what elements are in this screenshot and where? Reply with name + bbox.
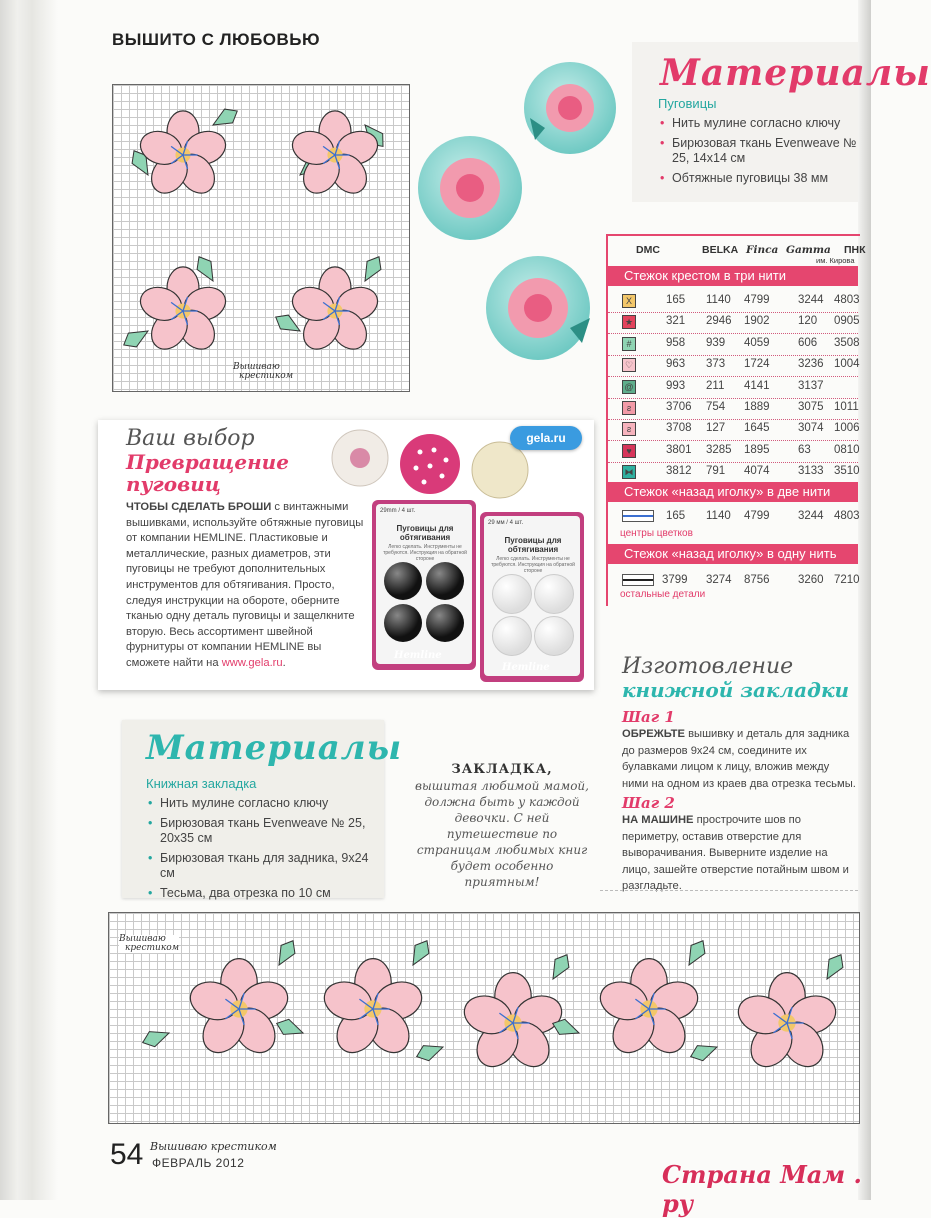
back2-finca: 4799: [744, 510, 770, 522]
pack2-title: Пуговицы для обтягивания: [504, 536, 562, 554]
materials-bookmark-subtitle: Книжная закладка: [146, 776, 257, 791]
materials-buttons-item: • Бирюзовая ткань Evenweave № 25, 14x14 см: [658, 136, 858, 166]
key-belka: 754: [706, 401, 726, 413]
chart-flower: [136, 267, 230, 356]
key-gamma: 63: [798, 443, 811, 456]
materials-bookmark-list: [146, 776, 376, 906]
key-symbol: ƨ: [622, 401, 636, 415]
key-pnk: 3510: [834, 465, 860, 478]
key-gamma: 3137: [798, 379, 824, 392]
back1-note: остальные детали: [620, 589, 706, 600]
watermark2-line2: крестиком: [125, 943, 180, 953]
materials-bookmark-title: Материалы: [146, 728, 403, 768]
key-gamma: 3244: [798, 294, 824, 306]
pack2-button: [492, 574, 532, 614]
materials-buttons-subtitle: Пуговицы: [658, 96, 717, 111]
key-row: [608, 440, 858, 463]
pack2-button: [492, 616, 532, 656]
bookmark-chart: [108, 912, 860, 1124]
key-row: [608, 333, 858, 356]
brand-pnk: ПНК: [844, 244, 866, 256]
pack2-size: 29 мм / 4 шт.: [488, 520, 524, 526]
step2-lead: НА МАШИНЕ: [622, 814, 694, 826]
key-row: [608, 461, 858, 484]
pack1-title: Пуговицы для обтягивания: [396, 524, 454, 542]
chart-leaf: [546, 951, 574, 983]
key-dmc: 3708: [666, 422, 692, 435]
brand-finca: Finca: [746, 244, 779, 256]
key-dmc: 321: [666, 315, 686, 328]
materials-bookmark-item: • Бирюзовая ткань Evenweave № 25, 20x35 см: [146, 816, 376, 846]
key-pnk: 1011: [834, 401, 859, 413]
key-dmc: 993: [666, 379, 686, 392]
key-row: [608, 376, 858, 399]
back2-note: центры цветков: [620, 528, 693, 539]
chart-leaf: [272, 937, 300, 969]
materials-bookmark-item: • Тесьма, два отрезка по 10 см: [146, 886, 376, 901]
chart-flower: [319, 959, 426, 1061]
back1-pnk: 7210: [834, 574, 860, 586]
back2-gamma: 3244: [798, 510, 824, 522]
key-pnk: 4803: [834, 294, 860, 306]
section-title: ВЫШИТО С ЛЮБОВЬЮ: [112, 30, 321, 49]
pack1-button: [384, 562, 422, 600]
pack1-button: [384, 604, 422, 642]
key-dmc: 3812: [666, 465, 692, 478]
footer-magazine: Вышиваю крестиком: [150, 1140, 277, 1153]
page-number: 54: [110, 1138, 144, 1171]
backstitch-two-line: [622, 510, 654, 522]
brand-dmc: DMC: [636, 244, 660, 256]
key-pnk: 1006: [834, 422, 860, 435]
back1-belka: 3274: [706, 574, 732, 586]
key-gamma: 3133: [798, 465, 824, 478]
back1-gamma: 3260: [798, 574, 824, 586]
bookmark-chart-watermark: [119, 935, 179, 953]
choice-end: .: [282, 656, 286, 669]
key-finca: 1889: [744, 401, 770, 413]
key-belka: 939: [706, 336, 726, 349]
step1-body: вышивку и деталь для задника до размеров 9x24 см, соедините их булавками лицом к лицу, вложив между ними на одном из краев два отрезка тесьмы.: [622, 728, 856, 790]
footer-issue: ФЕВРАЛЬ 2012: [152, 1156, 245, 1170]
chart-leaf: [209, 104, 241, 132]
site-watermark: Страна Мам . ру: [662, 1160, 862, 1218]
choice-heading: Ваш выбор: [126, 426, 255, 451]
chart-leaf: [358, 253, 386, 285]
key-gamma: 3075: [798, 401, 824, 413]
key-symbol: ♡: [622, 358, 636, 372]
materials-bookmark-item: • Бирюзовая ткань для задника, 9x24 см: [146, 851, 376, 881]
key-finca: 1724: [744, 358, 770, 371]
key-symbol: X: [622, 294, 636, 308]
key-finca: 1902: [744, 315, 770, 328]
chart-leaf: [120, 324, 152, 352]
key-pnk: 0810: [834, 443, 860, 456]
key-dmc: 165: [666, 294, 686, 306]
pack2-small: Легко сделать. Инструменты не требуются. Инструкция на обратной стороне: [491, 556, 575, 574]
chart-flower: [595, 959, 702, 1061]
back2-dmc: 165: [666, 510, 686, 522]
chart-flower: [459, 973, 566, 1075]
key-belka: 211: [706, 379, 725, 392]
key-symbol: ★: [622, 315, 636, 329]
step1-title: Шаг 1: [622, 708, 675, 726]
materials-bookmark-items: [146, 796, 376, 901]
watermark2-line1: Вышиваю: [119, 934, 166, 944]
back2-belka: 1140: [706, 510, 731, 522]
key-symbol: @: [622, 380, 636, 394]
pack1-small: Легко сделать. Инструменты не требуются. Инструкция на обратной стороне: [383, 544, 467, 562]
brand-belka: BELKA: [702, 244, 739, 256]
choice-body: [126, 500, 366, 672]
brand-gamma: Gamma: [786, 244, 831, 256]
back1-dmc: 3799: [662, 574, 688, 586]
back1-finca: 8756: [744, 574, 770, 586]
pack2-brand: Hemline: [502, 662, 550, 673]
pack2-button: [534, 616, 574, 656]
chart-flower: [288, 267, 382, 356]
choice-subheading-2: пуговиц: [126, 472, 221, 496]
key-row: [608, 418, 858, 441]
key-gamma: 120: [798, 315, 818, 328]
back2-pnk: 4803: [834, 510, 860, 522]
embroidered-buttons-photo: [410, 58, 630, 368]
watermark-line2: крестиком: [239, 371, 294, 381]
quote-text: вышитая любимой мамой, должна быть у каждой девочки. С ней путешествие по страницам любимых книг будет особенно приятным!: [415, 779, 589, 889]
gela-badge[interactable]: [510, 426, 582, 450]
key-belka: 3285: [706, 443, 732, 456]
pack1-size: 29mm / 4 шт.: [380, 508, 416, 514]
key-dmc: 963: [666, 358, 686, 371]
pack1-button: [426, 604, 464, 642]
brand-pnk-note: им. Кирова: [816, 256, 855, 265]
gela-badge-text: gela.ru: [526, 431, 566, 445]
chart-watermark: [233, 363, 293, 381]
choice-subheading-1: Превращение: [126, 450, 289, 474]
bookmark-steps: [622, 708, 858, 895]
chart-leaf: [406, 937, 434, 969]
key-pnk: 3508: [834, 336, 860, 349]
key-symbol: ⧓: [622, 465, 636, 479]
backstitch-one-line: [622, 574, 654, 586]
button-photo-3: [486, 256, 590, 360]
hemline-pack-black: [372, 500, 476, 670]
key-row: [608, 354, 858, 377]
materials-buttons-item: • Нить мулине согласно ключу: [658, 116, 858, 131]
chart-leaf: [820, 951, 848, 983]
key-symbol: ƨ: [622, 422, 636, 436]
key-symbol: ♥: [622, 444, 636, 458]
backstitch-one-row: [608, 568, 858, 590]
step1-lead: ОБРЕЖЬТЕ: [622, 728, 685, 740]
pack1-brand: Hemline: [394, 650, 442, 661]
key-gamma: 3236: [798, 358, 824, 371]
key-finca: 4059: [744, 336, 770, 349]
bookmark-chart-flowers: [109, 913, 859, 1123]
key-belka: 2946: [706, 315, 732, 328]
bookmark-divider: [600, 890, 858, 891]
key-symbol: #: [622, 337, 636, 351]
key-gamma: 606: [798, 336, 818, 349]
chart-leaf: [688, 1039, 720, 1064]
quote-title: ЗАКЛАДКА,: [451, 762, 553, 777]
key-row: [608, 311, 858, 334]
key-finca: 4141: [744, 379, 770, 392]
chart-flower: [733, 973, 840, 1075]
key-finca: 4074: [744, 465, 770, 478]
key-dmc: 3801: [666, 443, 692, 456]
choice-text: с винтажными вышивками, используйте обтяжные пуговицы от компании HEMLINE. Пластиковые и металлические, разных диаметров, эти пуговицы не требуют дополнительных инструментов для обтягивания. Просто, следуя инструкции на обороте, оберните тканью одну деталь пуговицы и защелкните вторую. Весь ассортимент швейной фурнитуры от компании HEMLINE вы сможете найти на: [126, 501, 364, 669]
chart-flower: [288, 111, 382, 200]
key-header: [606, 244, 866, 265]
step2-body: прострочите шов по периметру, оставив отверстие для выворачивания. Выверните изделие на лицо, зашейте отверстие потайным швом и разгладьте.: [622, 814, 849, 892]
step2-title: Шаг 2: [622, 794, 675, 812]
materials-buttons-item: • Обтяжные пуговицы 38 мм: [658, 171, 858, 186]
bookmark-title-1: Изготовление: [622, 654, 794, 679]
key-pnk: 1004: [834, 358, 860, 371]
key-pnk: 0905: [834, 315, 860, 328]
materials-bookmark-item: • Нить мулине согласно ключу: [146, 796, 376, 811]
cross-stitch-title: Стежок крестом в три нити: [608, 266, 858, 286]
choice-lead: ЧТОБЫ СДЕЛАТЬ БРОШИ: [126, 501, 272, 513]
button-chart: [112, 84, 410, 392]
key-gamma: 3074: [798, 422, 824, 435]
key-dmc: 958: [666, 336, 686, 349]
key-belka: 1140: [706, 294, 731, 306]
bookmark-title-2: книжной закладки: [622, 678, 850, 702]
button-photo-1: [524, 62, 616, 154]
key-belka: 791: [706, 465, 726, 478]
button-chart-flowers: [113, 85, 409, 391]
key-finca: 1645: [744, 422, 770, 435]
key-row: [608, 397, 858, 420]
chart-flower: [185, 959, 292, 1061]
materials-buttons-items: [658, 116, 858, 186]
backstitch-one-title: Стежок «назад иголку» в одну нить: [608, 544, 858, 564]
page-spine: [0, 0, 58, 1200]
key-belka: 127: [706, 422, 726, 435]
vintage-buttons-photo: [330, 420, 530, 504]
backstitch-two-row: [608, 504, 858, 526]
hemline-pack-white: [480, 512, 584, 682]
materials-buttons-title: Материалы: [660, 52, 931, 94]
key-finca: 4799: [744, 294, 770, 306]
key-dmc: 3706: [666, 401, 692, 413]
step1-text: [622, 726, 858, 792]
watermark-line1: Вышиваю: [233, 362, 280, 372]
chart-leaf: [682, 937, 710, 969]
button-photo-2: [418, 136, 522, 240]
gela-link[interactable]: www.gela.ru: [221, 656, 283, 669]
chart-leaf: [274, 1016, 306, 1041]
key-finca: 1895: [744, 443, 770, 456]
key-row: [608, 290, 858, 313]
chart-leaf: [140, 1025, 172, 1050]
pack2-button: [534, 574, 574, 614]
quote: [412, 762, 592, 890]
backstitch-two-title: Стежок «назад иголку» в две нити: [608, 482, 858, 502]
step2-text: [622, 812, 858, 895]
pack1-button: [426, 562, 464, 600]
chart-leaf: [414, 1039, 446, 1064]
key-belka: 373: [706, 358, 726, 371]
materials-buttons-list: [658, 96, 858, 191]
